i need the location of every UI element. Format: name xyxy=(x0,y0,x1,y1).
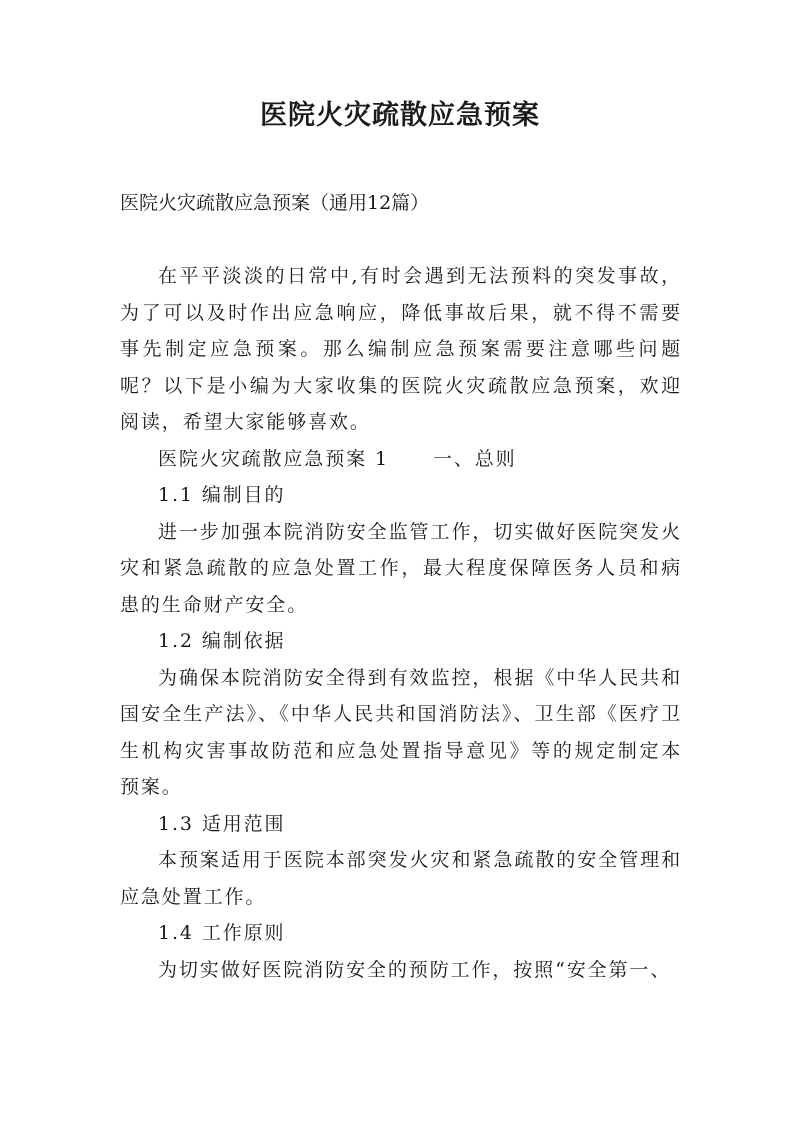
section-label: 医院火灾疏散应急预案 1 xyxy=(158,447,389,470)
document-title: 医院火灾疏散应急预案 xyxy=(260,100,540,131)
subsection-1-3-text: 本预案适用于医院本部突发火灾和紧急疏散的安全管理和应急处置工作。 xyxy=(120,849,682,908)
document-body xyxy=(120,258,682,988)
subsection-1-3-heading: 1.3 适用范围 xyxy=(158,812,286,835)
intro-paragraph: 在平平淡淡的日常中,有时会遇到无法预料的突发事故，为了可以及时作出应急响应，降低事故后果，就不得不需要事先制定应急预案。那么编制应急预案需要注意哪些问题呢？以下是小编为大家收集的医院火灾疏散应急预案，欢迎阅读，希望大家能够喜欢。 xyxy=(120,265,682,433)
subsection-1-2-heading: 1.2 编制依据 xyxy=(158,630,286,652)
subsection-1-4-text: 为切实做好医院消防安全的预防工作，按照“安全第一、 xyxy=(158,958,672,981)
subsection-1-2-text: 为确保本院消防安全得到有效监控，根据《中华人民共和国安全生产法》、《中华人民共和国消防法》、卫生部《医疗卫生机构灾害事故防范和应急处置指导意见》等的规定制定本预案。 xyxy=(120,666,682,798)
subsection-1-1-heading: 1.1 编制目的 xyxy=(158,484,286,506)
document-subtitle: 医院火灾疏散应急预案（通用12篇） xyxy=(120,192,430,214)
section-heading: 一、总则 xyxy=(432,447,517,470)
section-heading-line xyxy=(120,441,682,478)
subsection-1-1-text: 进一步加强本院消防安全监管工作，切实做好医院突发火灾和紧急疏散的应急处置工作，最大程度保障医务人员和病患的生命财产安全。 xyxy=(120,520,682,616)
subsection-1-4-heading: 1.4 工作原则 xyxy=(158,922,286,944)
